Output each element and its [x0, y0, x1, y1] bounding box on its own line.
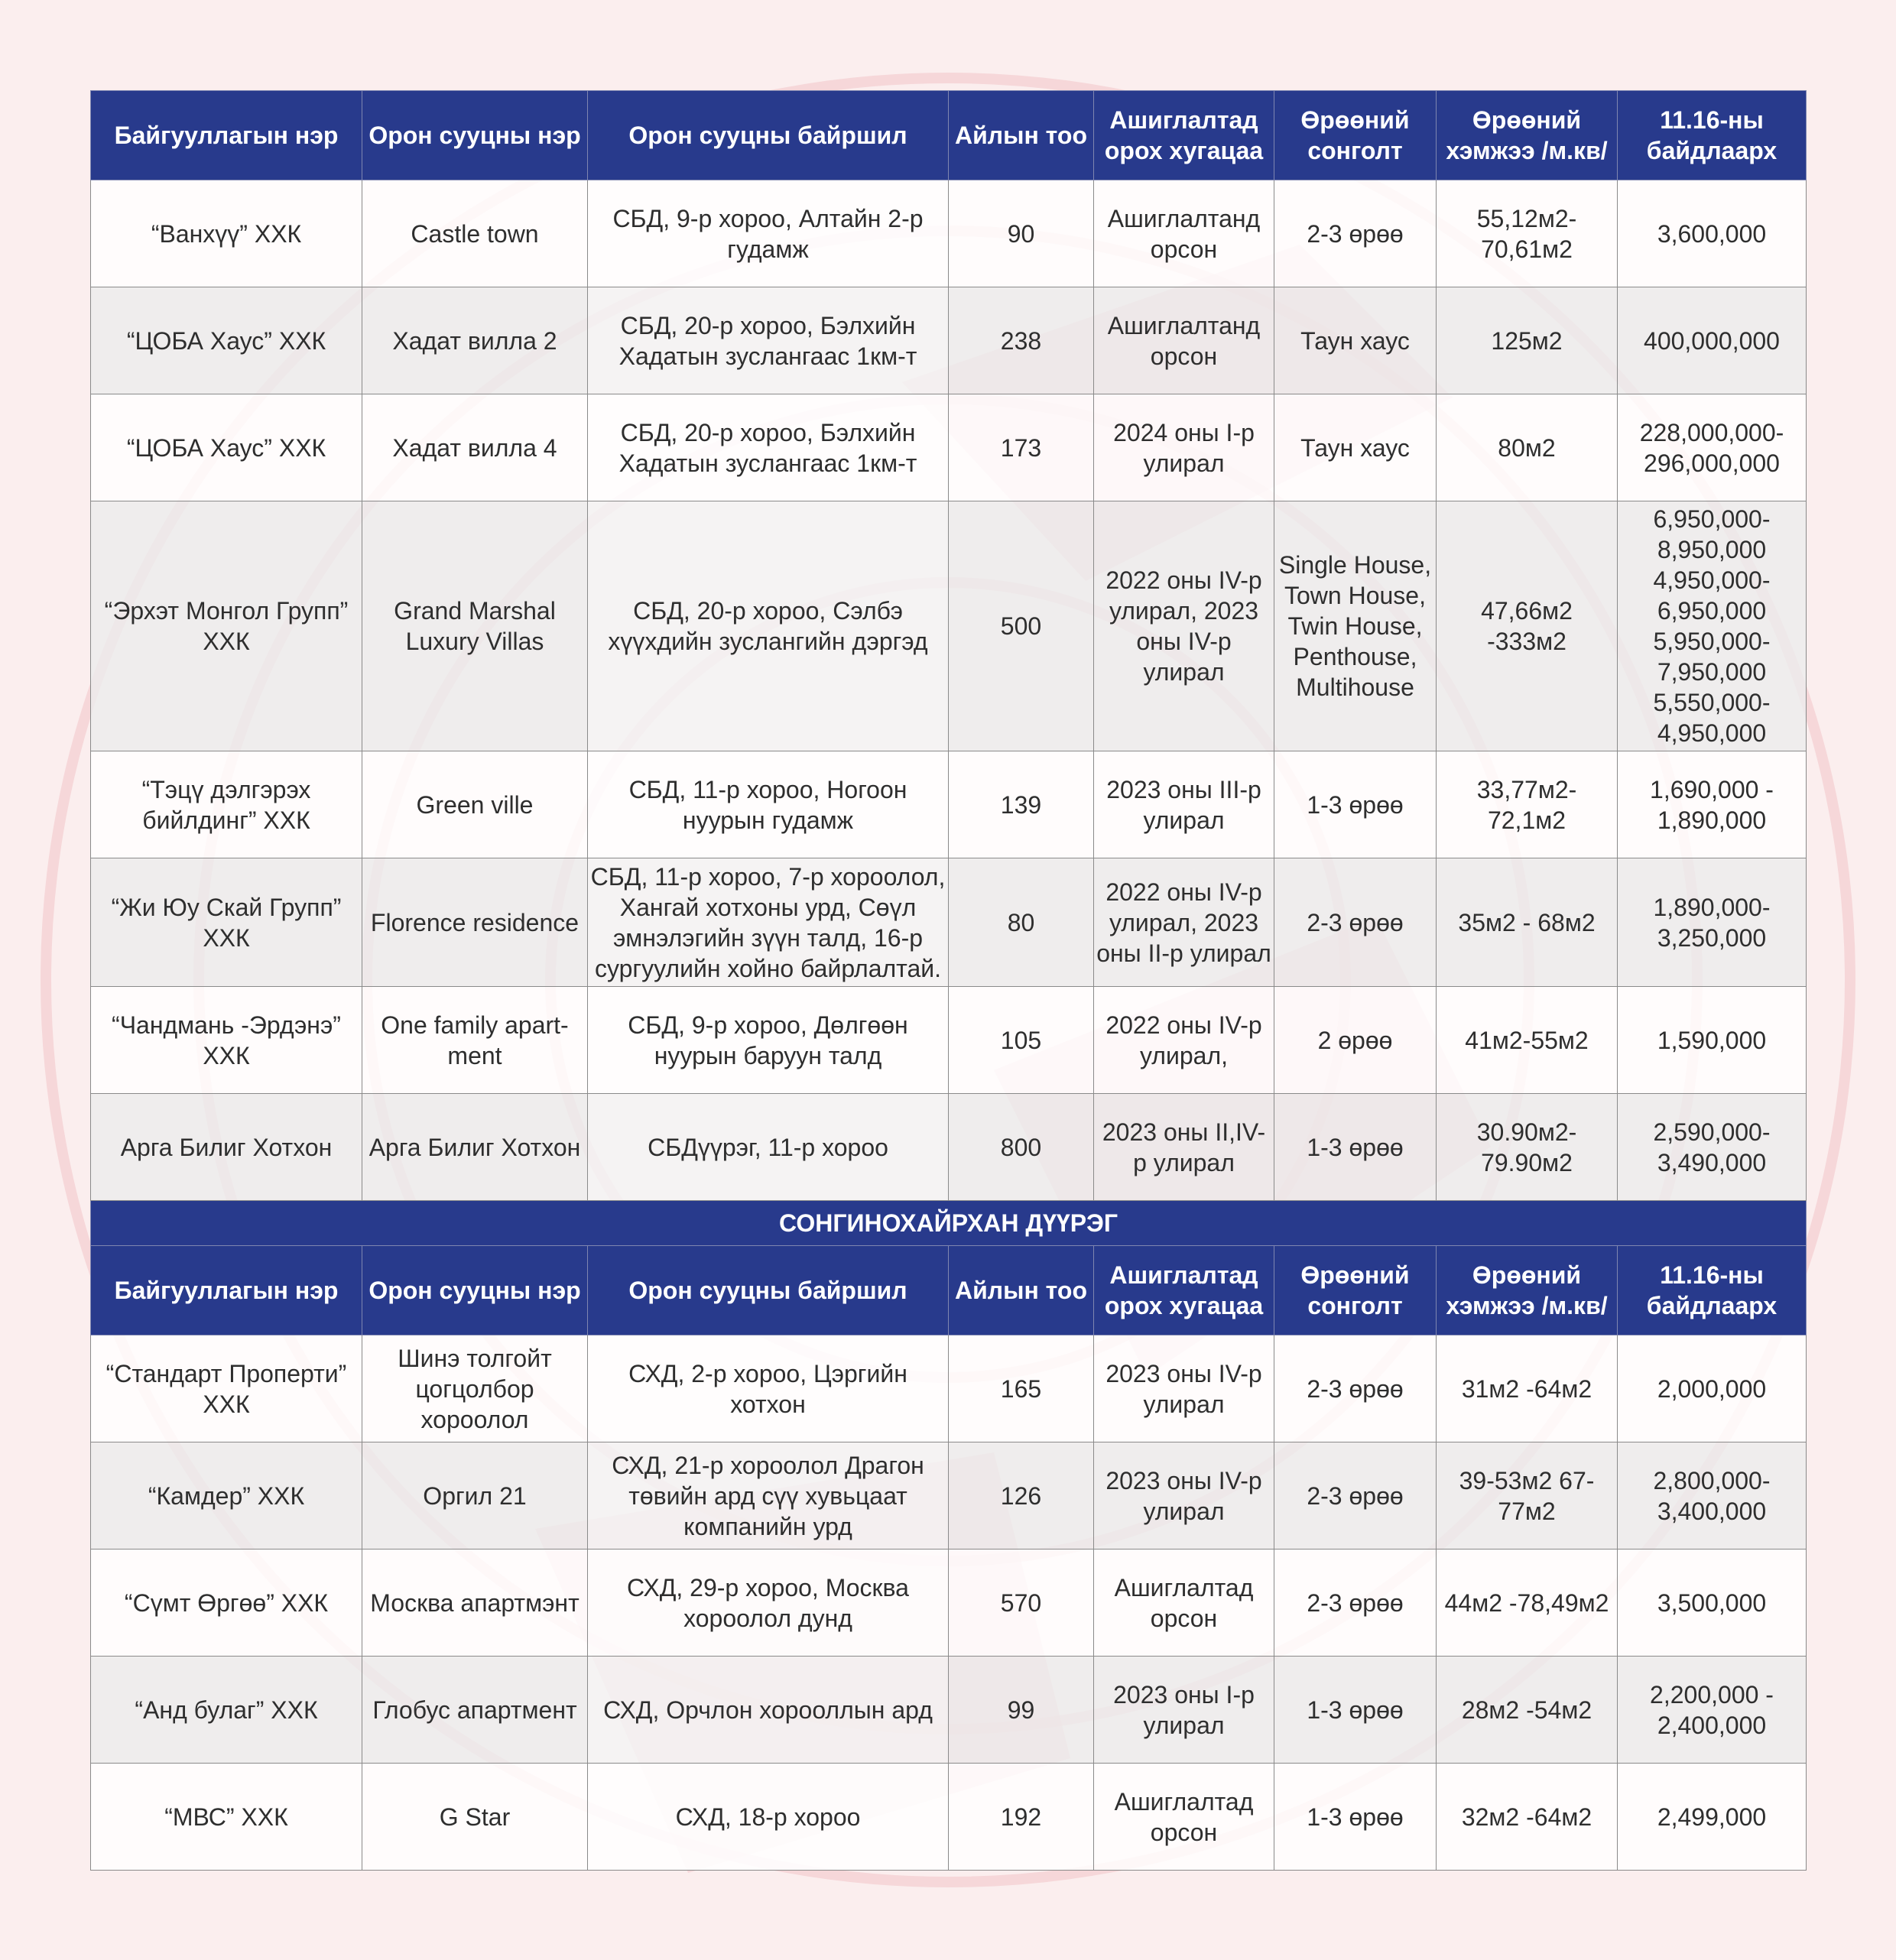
table-cell: “Чандмань -Эрдэнэ” ХХК [91, 987, 362, 1094]
column-header: Байгууллагын нэр [91, 91, 362, 180]
table-row [91, 858, 1807, 987]
table-row [91, 1335, 1807, 1442]
table-cell: “Сүмт Өргөө” ХХК [91, 1550, 362, 1657]
table-cell: 90 [949, 180, 1094, 287]
column-header: Айлын тоо [949, 1246, 1094, 1335]
table-cell: 80м2 [1437, 394, 1618, 501]
table-cell: Шинэ толгойт цогцолбор хороолол [362, 1335, 588, 1442]
table-cell: 2,590,000-3,490,000 [1618, 1094, 1807, 1201]
table-cell: 2023 оны IV-р улирал [1094, 1335, 1274, 1442]
table-cell: 228,000,000-296,000,000 [1618, 394, 1807, 501]
table-cell: Таун хаус [1274, 287, 1437, 394]
table-cell: 2023 оны III-р улирал [1094, 751, 1274, 858]
table-cell: 126 [949, 1442, 1094, 1550]
table-cell: СХД, 29-р хороо, Москва хороолол дунд [588, 1550, 949, 1657]
table-cell: 2,200,000 - 2,400,000 [1618, 1657, 1807, 1764]
table-cell: 33,77м2-72,1м2 [1437, 751, 1618, 858]
table-cell: СБД, 9-р хороо, Дөлгөөн нуурын баруун талд [588, 987, 949, 1094]
table-row [91, 1442, 1807, 1550]
table-cell: 47,66м2 -333м2 [1437, 501, 1618, 751]
table-cell: Хадат вилла 4 [362, 394, 588, 501]
table-cell: 2-3 өрөө [1274, 858, 1437, 987]
table-cell: 1,590,000 [1618, 987, 1807, 1094]
table-cell: 2022 оны IV-р улирал, [1094, 987, 1274, 1094]
table-cell: 55,12м2-70,61м2 [1437, 180, 1618, 287]
table-cell: “Тэцү дэлгэрэх бийлдинг” ХХК [91, 751, 362, 858]
table-cell: 2-3 өрөө [1274, 1442, 1437, 1550]
table-cell: Глобус апартмент [362, 1657, 588, 1764]
table-row [91, 1657, 1807, 1764]
table-cell: Green ville [362, 751, 588, 858]
table-cell: 28м2 -54м2 [1437, 1657, 1618, 1764]
column-header: Өрөөний хэмжээ /м.кв/ [1437, 91, 1618, 180]
table-cell: 238 [949, 287, 1094, 394]
table-cell: 2,000,000 [1618, 1335, 1807, 1442]
table-cell: “Ванхүү” ХХК [91, 180, 362, 287]
table-cell: СБД, 20-р хороо, Бэлхийн Хадатын зуслангаас 1км-т [588, 394, 949, 501]
table-cell: СБД, 11-р хороо, Ногоон нуурын гудамж [588, 751, 949, 858]
table-cell: 99 [949, 1657, 1094, 1764]
table-cell: “ЦОБА Хаус” ХХК [91, 287, 362, 394]
table-row [91, 1764, 1807, 1871]
table-cell: “Эрхэт Монгол Групп” ХХК [91, 501, 362, 751]
column-header: Ашиглалтад орох хугацаа [1094, 1246, 1274, 1335]
table-cell: 2,800,000-3,400,000 [1618, 1442, 1807, 1550]
table-cell: 2022 оны IV-р улирал, 2023 оны II-р улирал [1094, 858, 1274, 987]
table-cell: Single House, Town House, Twin House, Penthouse, Multihouse [1274, 501, 1437, 751]
table-row [91, 180, 1807, 287]
table-row [91, 1550, 1807, 1657]
table-cell: 41м2-55м2 [1437, 987, 1618, 1094]
column-header: Айлын тоо [949, 91, 1094, 180]
section-title: СОНГИНОХАЙРХАН ДҮҮРЭГ [91, 1201, 1807, 1246]
table-cell: СХД, 18-р хороо [588, 1764, 949, 1871]
table-cell: Арга Билиг Хотхон [362, 1094, 588, 1201]
table-cell: 500 [949, 501, 1094, 751]
table-cell: 2023 оны I-р улирал [1094, 1657, 1274, 1764]
column-header: Орон сууцны нэр [362, 1246, 588, 1335]
table-cell: Ашиглалтанд орсон [1094, 180, 1274, 287]
column-header: Өрөөний сонголт [1274, 91, 1437, 180]
table-cell: Castle town [362, 180, 588, 287]
column-header: Орон сууцны байршил [588, 91, 949, 180]
table-cell: 31м2 -64м2 [1437, 1335, 1618, 1442]
table-cell: 105 [949, 987, 1094, 1094]
table-cell: СБД, 20-р хороо, Бэлхийн Хадатын зуслангаас 1км-т [588, 287, 949, 394]
table-cell: 2,499,000 [1618, 1764, 1807, 1871]
table-cell: One family apart-ment [362, 987, 588, 1094]
table-cell: 173 [949, 394, 1094, 501]
table-cell: 1-3 өрөө [1274, 1094, 1437, 1201]
table-cell: 3,500,000 [1618, 1550, 1807, 1657]
column-header: Орон сууцны нэр [362, 91, 588, 180]
table-cell: 1-3 өрөө [1274, 1764, 1437, 1871]
table-cell: 2022 оны IV-р улирал, 2023 оны IV-р улирал [1094, 501, 1274, 751]
table-row [91, 287, 1807, 394]
table-cell: 139 [949, 751, 1094, 858]
table-cell: 35м2 - 68м2 [1437, 858, 1618, 987]
table-cell: СХД, 21-р хороолол Драгон төвийн ард сүү хувьцаат компанийн урд [588, 1442, 949, 1550]
table-cell: Москва апартмэнт [362, 1550, 588, 1657]
table-cell: “Жи Юу Скай Групп” ХХК [91, 858, 362, 987]
table-cell: 165 [949, 1335, 1094, 1442]
table-row [91, 394, 1807, 501]
column-header: Ашиглалтад орох хугацаа [1094, 91, 1274, 180]
table-cell: Grand Marshal Luxury Villas [362, 501, 588, 751]
table-cell: Ашиглалтанд орсон [1094, 287, 1274, 394]
table-cell: Хадат вилла 2 [362, 287, 588, 394]
table-cell: Ашиглалтад орсон [1094, 1764, 1274, 1871]
table-cell: 800 [949, 1094, 1094, 1201]
table-row [91, 751, 1807, 858]
table-cell: Оргил 21 [362, 1442, 588, 1550]
column-header: Орон сууцны байршил [588, 1246, 949, 1335]
table-row [91, 501, 1807, 751]
column-header: Байгууллагын нэр [91, 1246, 362, 1335]
table-cell: 1-3 өрөө [1274, 751, 1437, 858]
table-cell: 2-3 өрөө [1274, 1335, 1437, 1442]
column-header: 11.16-ны байдлаарх [1618, 1246, 1807, 1335]
table-cell: СБД, 20-р хороо, Сэлбэ хүүхдийн зуслангийн дэргэд [588, 501, 949, 751]
section-title-row [91, 1201, 1807, 1246]
table-cell: 30.90м2-79.90м2 [1437, 1094, 1618, 1201]
table-cell: Florence residence [362, 858, 588, 987]
table-cell: 1,890,000-3,250,000 [1618, 858, 1807, 987]
table-cell: 44м2 -78,49м2 [1437, 1550, 1618, 1657]
table-cell: “Стандарт Проперти” ХХК [91, 1335, 362, 1442]
column-header: 11.16-ны байдлаарх [1618, 91, 1807, 180]
table-cell: СБД, 11-р хороо, 7-р хороолол, Хангай хотхоны урд, Сөүл эмнэлэгийн зүүн талд, 16-р сургуулийн хойно байрлалтай. [588, 858, 949, 987]
table-cell: “Анд булаг” ХХК [91, 1657, 362, 1764]
table-cell: 570 [949, 1550, 1094, 1657]
table-cell: 2023 оны IV-р улирал [1094, 1442, 1274, 1550]
table-cell: G Star [362, 1764, 588, 1871]
table-row [91, 987, 1807, 1094]
table-cell: “Камдер” ХХК [91, 1442, 362, 1550]
table-header-2 [91, 1246, 1807, 1335]
table-cell: 1,690,000 - 1,890,000 [1618, 751, 1807, 858]
table-cell: 2-3 өрөө [1274, 180, 1437, 287]
table-cell: 39-53м2 67-77м2 [1437, 1442, 1618, 1550]
table-cell: СБД, 9-р хороо, Алтайн 2-р гудамж [588, 180, 949, 287]
table-cell: “ЦОБА Хаус” ХХК [91, 394, 362, 501]
housing-table [90, 90, 1807, 1871]
table-cell: 3,600,000 [1618, 180, 1807, 287]
table-cell: 2 өрөө [1274, 987, 1437, 1094]
table-cell: 80 [949, 858, 1094, 987]
table-header [91, 91, 1807, 180]
table-cell: 192 [949, 1764, 1094, 1871]
table-cell: 32м2 -64м2 [1437, 1764, 1618, 1871]
table-cell: СБДүүрэг, 11-р хороо [588, 1094, 949, 1201]
column-header: Өрөөний сонголт [1274, 1246, 1437, 1335]
table-cell: 2024 оны I-р улирал [1094, 394, 1274, 501]
table-row [91, 1094, 1807, 1201]
table-cell: 2023 оны II,IV-р улирал [1094, 1094, 1274, 1201]
table-cell: 1-3 өрөө [1274, 1657, 1437, 1764]
table-cell: 6,950,000- 8,950,000 4,950,000- 6,950,000 5,950,000- 7,950,000 5,550,000- 4,950,000 [1618, 501, 1807, 751]
table-cell: Арга Билиг Хотхон [91, 1094, 362, 1201]
table-cell: СХД, Орчлон хорооллын ард [588, 1657, 949, 1764]
table-cell: “МВС” ХХК [91, 1764, 362, 1871]
table-cell: 2-3 өрөө [1274, 1550, 1437, 1657]
table-cell: СХД, 2-р хороо, Цэргийн хотхон [588, 1335, 949, 1442]
table-cell: Ашиглалтад орсон [1094, 1550, 1274, 1657]
table-cell: 400,000,000 [1618, 287, 1807, 394]
column-header: Өрөөний хэмжээ /м.кв/ [1437, 1246, 1618, 1335]
table-cell: 125м2 [1437, 287, 1618, 394]
table-cell: Таун хаус [1274, 394, 1437, 501]
